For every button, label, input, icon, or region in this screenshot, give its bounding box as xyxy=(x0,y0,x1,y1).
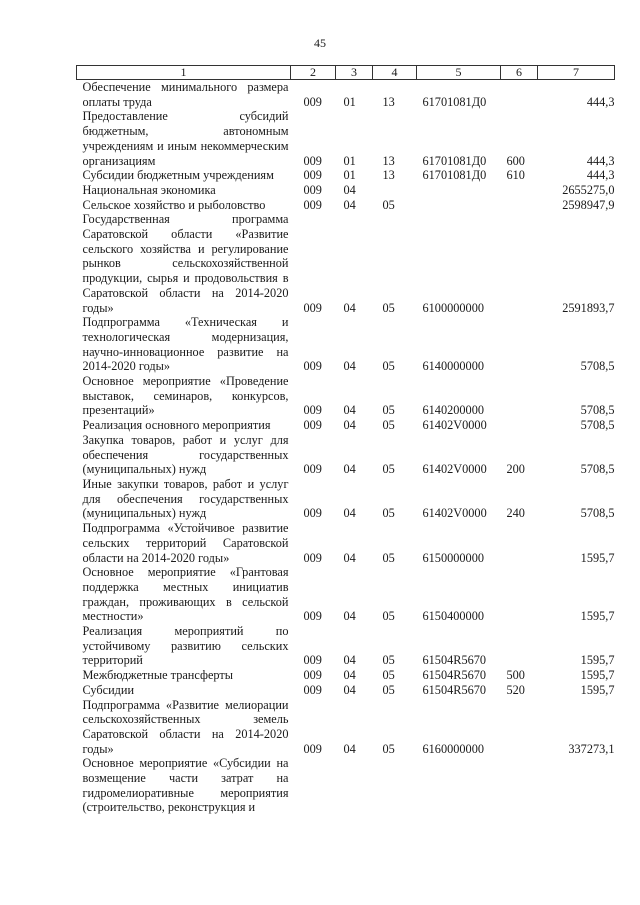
ved-code: 009 xyxy=(303,550,322,565)
item-name: Предоставление субсидий бюджетным, автономным учреждениям и иным некоммерческим организациям xyxy=(82,109,289,168)
target-article-code: 6150400000 xyxy=(422,609,484,624)
section-code: 04 xyxy=(343,359,356,374)
ved-code: 009 xyxy=(303,168,322,183)
target-article-code: 61701081Д0 xyxy=(422,168,487,183)
ved-code: 009 xyxy=(303,653,322,668)
section-code: 04 xyxy=(343,550,356,565)
amount xyxy=(538,756,615,815)
target-article-code xyxy=(417,756,501,815)
section-code: 04 xyxy=(343,682,356,697)
section-code: 01 xyxy=(343,94,356,109)
amount: 5708,5 xyxy=(580,506,615,521)
item-name: Подпрограмма «Устойчивое развитие сельских территорий Саратовской области на 2014-2020 годы» xyxy=(82,521,289,565)
table-row xyxy=(77,168,615,183)
target-article-code: 61701081Д0 xyxy=(422,94,487,109)
target-article-code: 61402V0000 xyxy=(422,506,487,521)
section-code: 04 xyxy=(343,506,356,521)
ved-code: 009 xyxy=(303,462,322,477)
item-name: Основное мероприятие «Проведение выставок, семинаров, конкурсов, презентаций» xyxy=(82,374,289,418)
table-row xyxy=(77,198,615,213)
subsection-code: 05 xyxy=(382,609,395,624)
section-code: 01 xyxy=(343,153,356,168)
item-name: Закупка товаров, работ и услуг для обеспечения государственных (муниципальных) нужд xyxy=(82,432,289,477)
table-row xyxy=(77,418,615,433)
table-row xyxy=(77,212,615,315)
amount: 5708,5 xyxy=(580,462,615,477)
amount: 444,3 xyxy=(586,168,615,183)
amount: 1595,7 xyxy=(580,550,615,565)
section-code: 01 xyxy=(343,168,356,183)
ved-code: 009 xyxy=(303,418,322,433)
expense-type-code xyxy=(501,698,538,757)
table-row xyxy=(77,698,615,757)
header-col-3: 3 xyxy=(336,66,373,80)
subsection-code: 13 xyxy=(382,94,395,109)
expense-type-code: 600 xyxy=(506,153,525,168)
table-row xyxy=(77,477,615,521)
table-row xyxy=(77,109,615,168)
table-row xyxy=(77,374,615,418)
section-code: 04 xyxy=(343,197,356,212)
section-code: 04 xyxy=(343,609,356,624)
expense-type-code xyxy=(501,198,538,213)
expense-type-code xyxy=(501,80,538,110)
budget-table xyxy=(76,65,615,815)
target-article-code: 6100000000 xyxy=(422,300,484,315)
ved-code: 009 xyxy=(303,741,322,756)
expense-type-code xyxy=(501,756,538,815)
table-row xyxy=(77,756,615,815)
expense-type-code: 520 xyxy=(506,682,525,697)
amount: 2598947,9 xyxy=(562,197,615,212)
subsection-code: 05 xyxy=(382,403,395,418)
item-name: Государственная программа Саратовской области «Развитие сельского хозяйства и регулирование рынков сельскохозяйственной продукции, сырья и продовольствия в Саратовской области на 2014-2020 годы» xyxy=(82,212,289,315)
amount: 1595,7 xyxy=(580,682,615,697)
subsection-code: 05 xyxy=(382,741,395,756)
item-name: Обеспечение минимального размера оплаты труда xyxy=(82,80,289,109)
table-row xyxy=(77,80,615,110)
section-code: 04 xyxy=(343,741,356,756)
expense-type-code: 500 xyxy=(506,668,525,683)
subsection-code: 05 xyxy=(382,682,395,697)
ved-code: 009 xyxy=(303,94,322,109)
expense-type-code xyxy=(501,183,538,198)
item-name: Субсидии xyxy=(82,682,135,697)
amount: 5708,5 xyxy=(580,359,615,374)
item-name: Реализация основного мероприятия xyxy=(82,418,271,433)
subsection-code: 05 xyxy=(382,418,395,433)
header-col-6: 6 xyxy=(501,66,538,80)
amount: 444,3 xyxy=(586,153,615,168)
ved-code: 009 xyxy=(303,153,322,168)
section-code: 04 xyxy=(343,462,356,477)
item-name: Подпрограмма «Техническая и технологическая модернизация, научно-инновационное развитие на 2014-2020 годы» xyxy=(82,315,289,374)
item-name: Сельское хозяйство и рыболовство xyxy=(82,197,266,212)
table-header xyxy=(77,66,615,80)
table-row xyxy=(77,565,615,624)
ved-code: 009 xyxy=(303,506,322,521)
header-col-2: 2 xyxy=(291,66,336,80)
expense-type-code xyxy=(501,374,538,418)
expense-type-code xyxy=(501,624,538,668)
ved-code: 009 xyxy=(303,609,322,624)
target-article-code: 6160000000 xyxy=(422,741,484,756)
subsection-code: 05 xyxy=(382,359,395,374)
expense-type-code xyxy=(501,418,538,433)
table-row xyxy=(77,668,615,683)
header-col-7: 7 xyxy=(538,66,615,80)
target-article-code: 61504R5670 xyxy=(422,682,487,697)
subsection-code: 05 xyxy=(382,300,395,315)
expense-type-code xyxy=(501,521,538,565)
target-article-code: 6140200000 xyxy=(422,403,484,418)
table-row xyxy=(77,683,615,698)
item-name: Основное мероприятие «Субсидии на возмещение части затрат на гидромелиоративные мероприятия (строительство, реконструкция и xyxy=(82,756,289,815)
subsection-code: 05 xyxy=(382,462,395,477)
expense-type-code xyxy=(501,565,538,624)
item-name: Субсидии бюджетным учреждениям xyxy=(82,168,274,183)
item-name: Основное мероприятие «Грантовая поддержка местных инициатив граждан, проживающих в сельской местности» xyxy=(82,565,289,624)
subsection-code: 13 xyxy=(382,168,395,183)
target-article-code: 6150000000 xyxy=(422,550,484,565)
amount: 1595,7 xyxy=(580,653,615,668)
subsection-code: 05 xyxy=(382,668,395,683)
section-code xyxy=(336,756,373,815)
item-name: Реализация мероприятий по устойчивому развитию сельских территорий xyxy=(82,624,289,668)
ved-code: 009 xyxy=(303,182,322,197)
table-body xyxy=(77,80,615,816)
subsection-code: 13 xyxy=(382,153,395,168)
ved-code: 009 xyxy=(303,403,322,418)
table-row xyxy=(77,521,615,565)
section-code: 04 xyxy=(343,418,356,433)
section-code: 04 xyxy=(343,668,356,683)
amount: 1595,7 xyxy=(580,609,615,624)
expense-type-code xyxy=(501,315,538,374)
page-number: 45 xyxy=(314,36,326,50)
amount: 5708,5 xyxy=(580,403,615,418)
header-col-1: 1 xyxy=(77,66,291,80)
expense-type-code: 200 xyxy=(506,462,525,477)
subsection-code: 05 xyxy=(382,197,395,212)
item-name: Межбюджетные трансферты xyxy=(82,668,234,683)
section-code: 04 xyxy=(343,300,356,315)
item-name: Национальная экономика xyxy=(82,182,216,197)
ved-code xyxy=(291,756,336,815)
section-code: 04 xyxy=(343,182,356,197)
amount: 1595,7 xyxy=(580,668,615,683)
table-row xyxy=(77,624,615,668)
target-article-code: 61504R5670 xyxy=(422,653,487,668)
target-article-code: 6140000000 xyxy=(422,359,484,374)
target-article-code xyxy=(417,198,501,213)
amount: 5708,5 xyxy=(580,418,615,433)
target-article-code: 61504R5670 xyxy=(422,668,487,683)
expense-type-code: 240 xyxy=(506,506,525,521)
ved-code: 009 xyxy=(303,668,322,683)
section-code: 04 xyxy=(343,653,356,668)
table-row xyxy=(77,433,615,477)
expense-type-code xyxy=(501,212,538,315)
amount: 2655275,0 xyxy=(562,182,615,197)
subsection-code: 05 xyxy=(382,653,395,668)
target-article-code: 61402V0000 xyxy=(422,418,487,433)
target-article-code: 61402V0000 xyxy=(422,462,487,477)
subsection-code xyxy=(373,183,417,198)
ved-code: 009 xyxy=(303,682,322,697)
ved-code: 009 xyxy=(303,300,322,315)
subsection-code: 05 xyxy=(382,550,395,565)
expense-type-code: 610 xyxy=(506,168,525,183)
header-col-4: 4 xyxy=(373,66,417,80)
amount: 444,3 xyxy=(586,94,615,109)
target-article-code: 61701081Д0 xyxy=(422,153,487,168)
item-name: Иные закупки товаров, работ и услуг для обеспечения государственных (муниципальных) нужд xyxy=(82,476,289,521)
header-col-5: 5 xyxy=(417,66,501,80)
subsection-code xyxy=(373,756,417,815)
amount: 337273,1 xyxy=(568,741,615,756)
section-code: 04 xyxy=(343,403,356,418)
ved-code: 009 xyxy=(303,359,322,374)
amount: 2591893,7 xyxy=(562,300,615,315)
table-row xyxy=(77,315,615,374)
ved-code: 009 xyxy=(303,197,322,212)
item-name: Подпрограмма «Развитие мелиорации сельскохозяйственных земель Саратовской области на 2014-2020 годы» xyxy=(82,697,289,756)
table-row xyxy=(77,183,615,198)
header-row xyxy=(77,66,615,80)
target-article-code xyxy=(417,183,501,198)
subsection-code: 05 xyxy=(382,506,395,521)
